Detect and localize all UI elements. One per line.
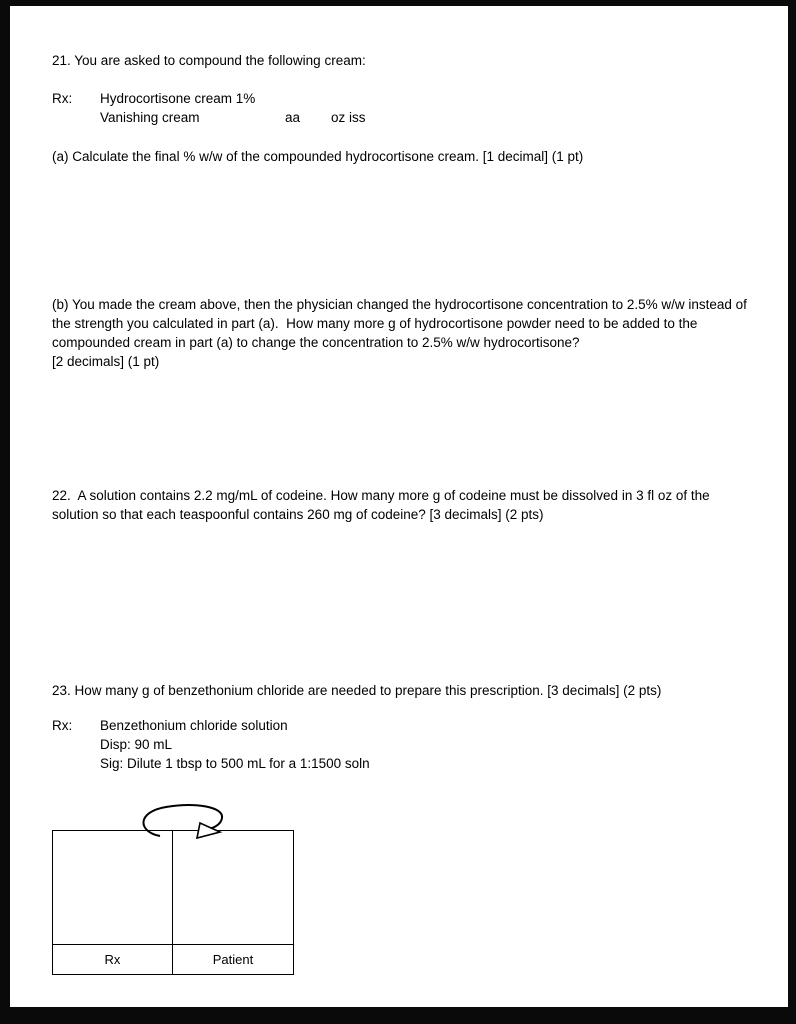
rx-21-line1: Hydrocortisone cream 1%: [100, 91, 256, 106]
rx-symbol-21: Rx:: [52, 91, 73, 106]
question-21b-text: (b) You made the cream above, then the physician changed the hydrocortisone concentration to 2.5% w/w instead of the strength you calculated in part (a). How many more g of hydrocortisone powder need to be added to the compounded cream in part (a) to change the concentration to 2.5% w/w hydrocortisone?: [52, 297, 751, 350]
diagram-right-label-cell: [173, 944, 293, 974]
question-21a-text: (a) Calculate the final % w/w of the compounded hydrocortisone cream. [1 decimal] (1 pt): [52, 149, 584, 164]
diagram-left-label-cell: [53, 944, 173, 974]
diagram-left-area: [53, 831, 173, 944]
rx-21-line2-aa: aa: [285, 110, 301, 125]
rx-23-line2: Disp: 90 mL: [100, 737, 173, 752]
rx-21-line2-name: Vanishing cream: [100, 110, 200, 125]
diagram-left-label: Rx: [104, 952, 121, 967]
question-22-text: 22. A solution contains 2.2 mg/mL of codeine. How many more g of codeine must be dissolved in 3 fl oz of the solution so that each teaspoonful contains 260 mg of codeine? [3 decimals] (2 pts): [52, 488, 714, 522]
rx-patient-diagram: [52, 830, 294, 975]
rx-symbol-23: Rx:: [52, 718, 73, 733]
diagram-right-label: Patient: [212, 952, 254, 967]
question-23-text: 23. How many g of benzethonium chloride are needed to prepare this prescription. [3 decimals] (2 pts): [52, 683, 662, 698]
rx-23-line1: Benzethonium chloride solution: [100, 718, 288, 733]
rx-23-line3: Sig: Dilute 1 tbsp to 500 mL for a 1:1500 soln: [100, 756, 370, 771]
question-21b-points: [2 decimals] (1 pt): [52, 354, 160, 369]
rx-21-line2-qty: oz iss: [331, 110, 366, 125]
question-21-intro: 21. You are asked to compound the following cream:: [52, 53, 366, 68]
cycle-arrow-icon: [126, 798, 234, 842]
diagram-right-area: [173, 831, 293, 944]
